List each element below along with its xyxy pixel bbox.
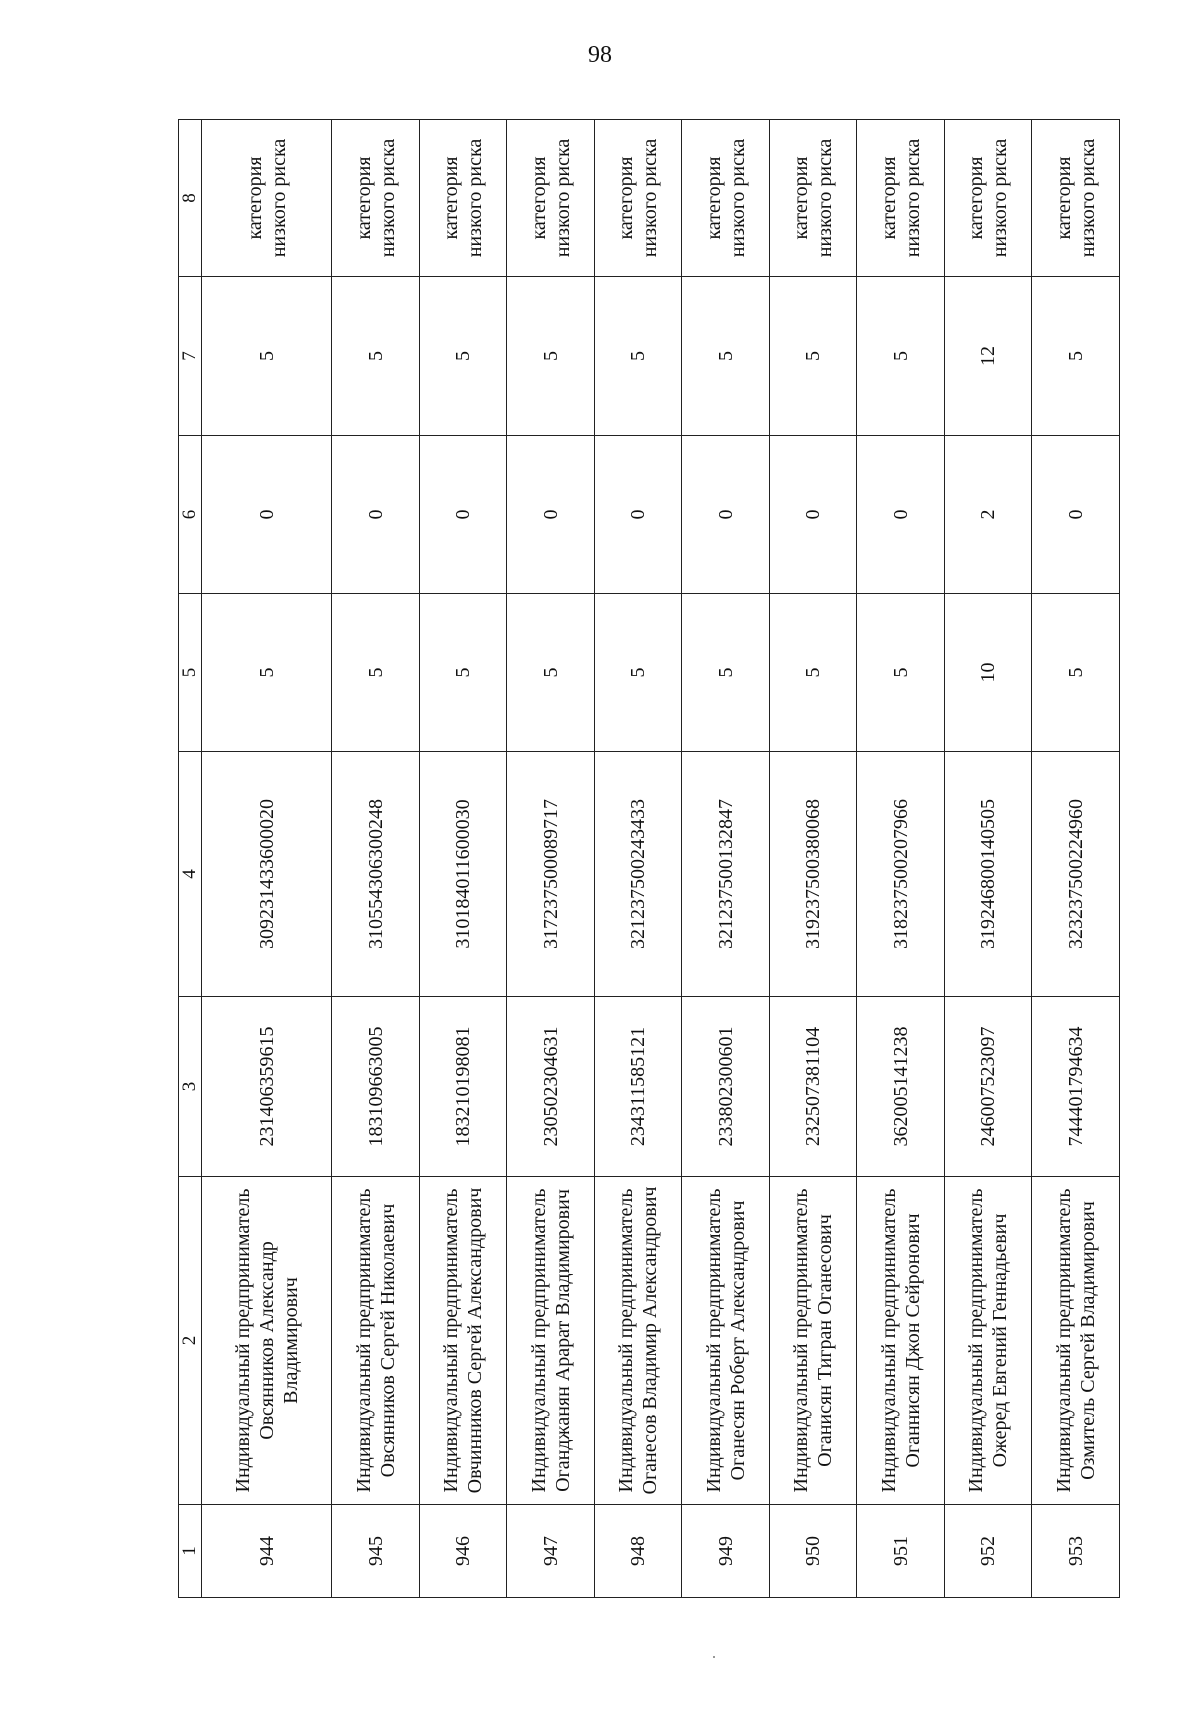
row-index: 950 [769,1505,857,1598]
table-body [179,120,1120,1598]
value-col7: 5 [594,277,682,436]
row-index: 949 [682,1505,770,1598]
table-row [769,120,857,1598]
value-col6: 0 [1032,436,1120,594]
entity-name: Индивидуальный предприниматель Оганнисян Джон Сейронович [857,1177,945,1505]
value-col7: 5 [202,277,332,436]
ogrn-cell: 319237500380068 [769,752,857,997]
table-row [944,120,1032,1598]
value-col5: 5 [1032,594,1120,752]
row-index: 947 [507,1505,595,1598]
table-row [1032,120,1120,1598]
rotated-table-container [178,120,1120,1598]
column-number-6: 6 [179,436,202,594]
value-col7: 5 [682,277,770,436]
row-index: 945 [332,1505,420,1598]
entity-name: Индивидуальный предприниматель Оганесян Роберт Александрович [682,1177,770,1505]
value-col6: 0 [332,436,420,594]
value-col5: 5 [332,594,420,752]
column-number-8: 8 [179,120,202,277]
entity-name: Индивидуальный предприниматель Овсянников Сергей Николаевич [332,1177,420,1505]
value-col7: 5 [769,277,857,436]
value-col5: 5 [769,594,857,752]
value-col7: 5 [507,277,595,436]
inn-cell: 183109663005 [332,997,420,1177]
risk-category: категория низкого риска [202,120,332,277]
entity-name: Индивидуальный предприниматель Оганесов Владимир Александрович [594,1177,682,1505]
column-number-7: 7 [179,277,202,436]
inn-cell: 234311585121 [594,997,682,1177]
entity-name: Индивидуальный предприниматель Оганджанян Арарат Владимирович [507,1177,595,1505]
page-number: 98 [588,42,612,68]
ogrn-cell: 317237500089717 [507,752,595,997]
entity-name: Индивидуальный предприниматель Овсянников Александр Владимирович [202,1177,332,1505]
value-col5: 5 [419,594,507,752]
ogrn-cell: 318237500207966 [857,752,945,997]
risk-category: категория низкого риска [1032,120,1120,277]
inn-cell: 246007523097 [944,997,1032,1177]
inn-cell: 362005141238 [857,997,945,1177]
risk-category: категория низкого риска [507,120,595,277]
value-col6: 0 [507,436,595,594]
row-index: 953 [1032,1505,1120,1598]
value-col5: 5 [202,594,332,752]
value-col6: 0 [594,436,682,594]
value-col7: 12 [944,277,1032,436]
value-col6: 0 [682,436,770,594]
value-col6: 0 [769,436,857,594]
row-index: 952 [944,1505,1032,1598]
value-col7: 5 [332,277,420,436]
column-number-5: 5 [179,594,202,752]
value-col7: 5 [1032,277,1120,436]
risk-category: категория низкого риска [682,120,770,277]
column-number-4: 4 [179,752,202,997]
inn-cell: 233802300601 [682,997,770,1177]
table-row [507,120,595,1598]
ogrn-cell: 321237500132847 [682,752,770,997]
risk-category: категория низкого риска [769,120,857,277]
ogrn-cell: 321237500243433 [594,752,682,997]
table-row [419,120,507,1598]
value-col6: 0 [419,436,507,594]
row-index: 951 [857,1505,945,1598]
entity-name: Индивидуальный предприниматель Оганисян Тигран Оганесович [769,1177,857,1505]
inn-cell: 183210198081 [419,997,507,1177]
row-index: 946 [419,1505,507,1598]
value-col6: 0 [857,436,945,594]
risk-category: категория низкого риска [944,120,1032,277]
value-col5: 5 [594,594,682,752]
scan-speck [713,1656,715,1658]
table-row [594,120,682,1598]
inn-cell: 744401794634 [1032,997,1120,1177]
row-index: 948 [594,1505,682,1598]
risk-category: категория низкого риска [594,120,682,277]
value-col7: 5 [857,277,945,436]
register-table [178,119,1120,1598]
value-col5: 5 [857,594,945,752]
value-col6: 2 [944,436,1032,594]
value-col6: 0 [202,436,332,594]
risk-category: категория низкого риска [857,120,945,277]
ogrn-cell: 310184011600030 [419,752,507,997]
ogrn-cell: 309231433600020 [202,752,332,997]
column-number-3: 3 [179,997,202,1177]
table-row [332,120,420,1598]
entity-name: Индивидуальный предприниматель Овчинников Сергей Александрович [419,1177,507,1505]
ogrn-cell: 323237500224960 [1032,752,1120,997]
table-header-row [179,120,202,1598]
inn-cell: 230502304631 [507,997,595,1177]
value-col5: 5 [507,594,595,752]
risk-category: категория низкого риска [332,120,420,277]
entity-name: Индивидуальный предприниматель Озмитель Сергей Владимирович [1032,1177,1120,1505]
row-index: 944 [202,1505,332,1598]
column-number-1: 1 [179,1505,202,1598]
risk-category: категория низкого риска [419,120,507,277]
table-row [202,120,332,1598]
column-number-2: 2 [179,1177,202,1505]
value-col7: 5 [419,277,507,436]
value-col5: 5 [682,594,770,752]
ogrn-cell: 319246800140505 [944,752,1032,997]
table-row [857,120,945,1598]
inn-cell: 232507381104 [769,997,857,1177]
inn-cell: 231406359615 [202,997,332,1177]
ogrn-cell: 310554306300248 [332,752,420,997]
entity-name: Индивидуальный предприниматель Ожеред Евгений Геннадьевич [944,1177,1032,1505]
table-row [682,120,770,1598]
value-col5: 10 [944,594,1032,752]
